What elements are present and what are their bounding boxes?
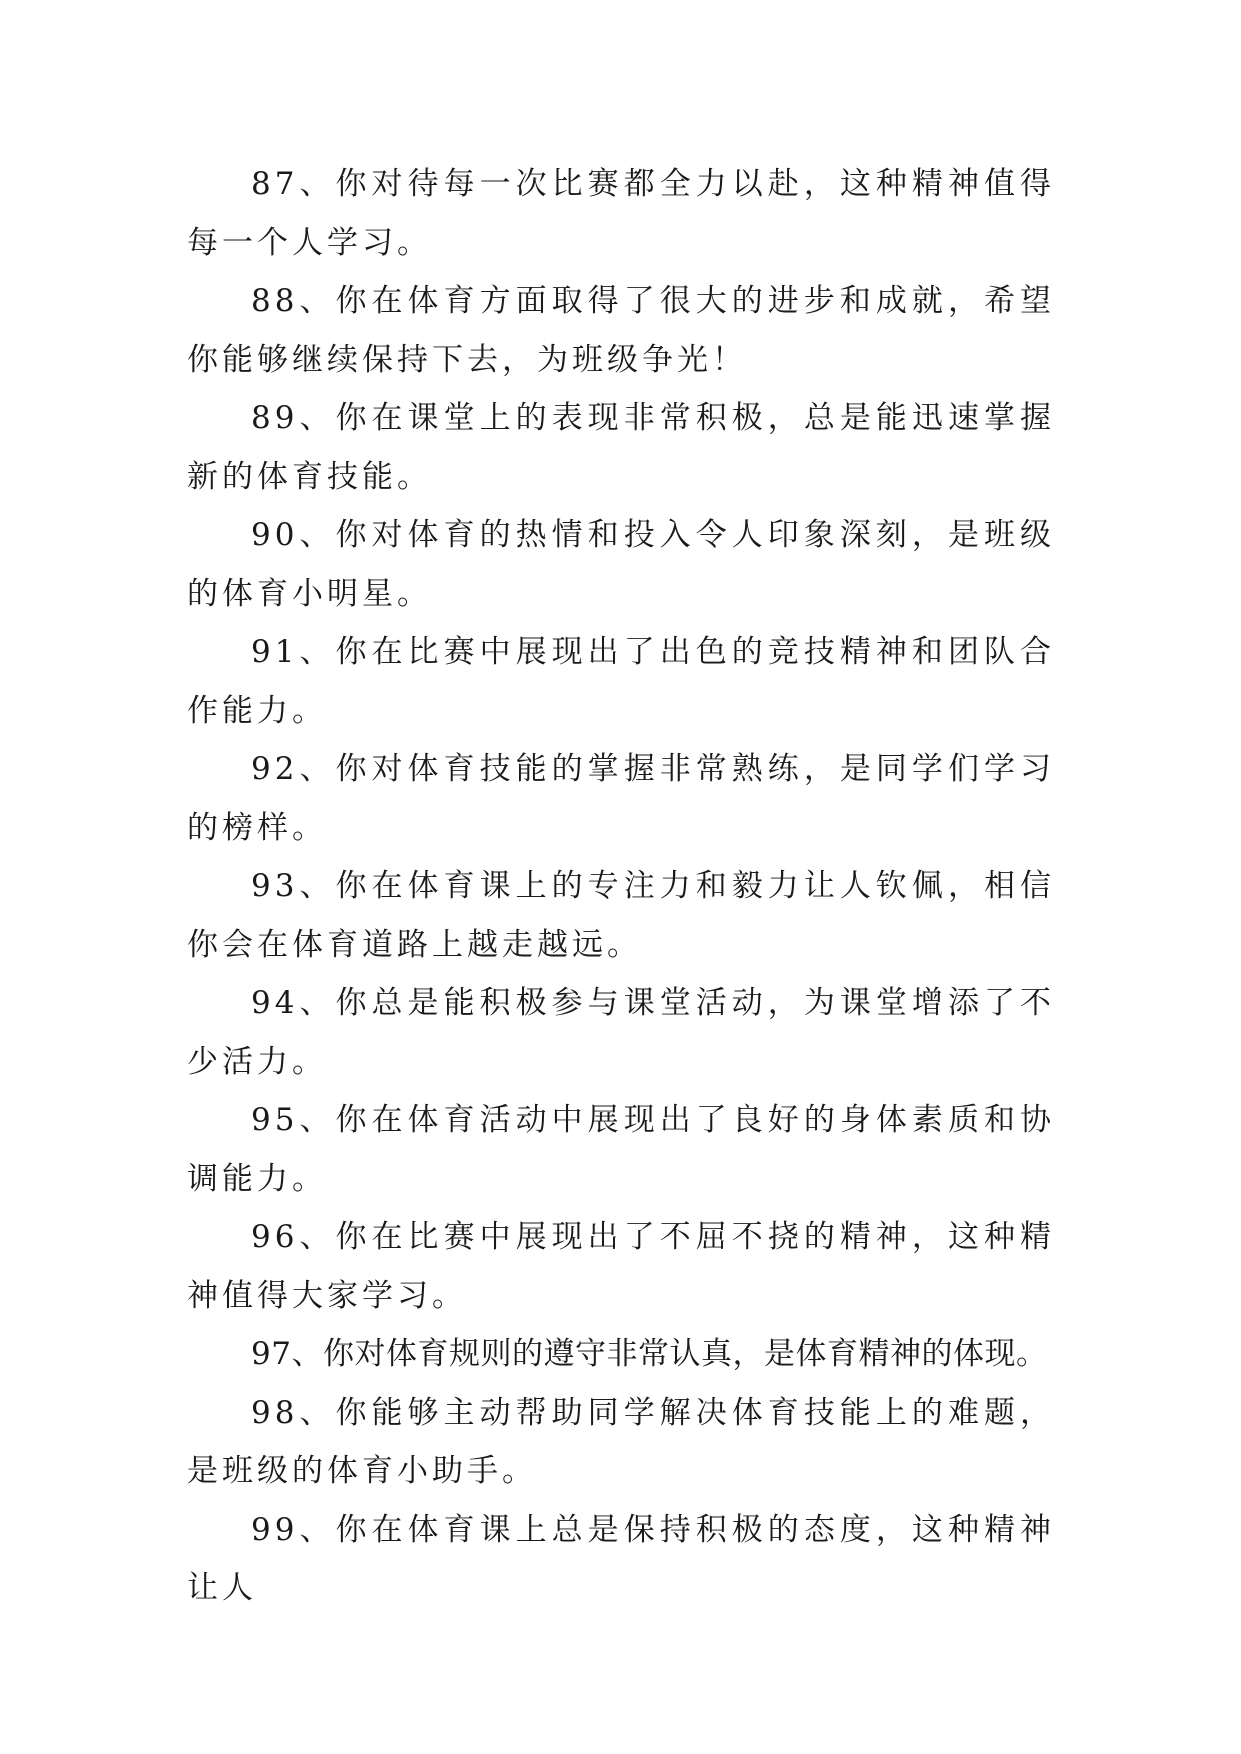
paragraph-96: 96、你在比赛中展现出了不屈不挠的精神，这种精神值得大家学习。 (187, 1219, 1055, 1314)
paragraph-87: 87、你对待每一次比赛都全力以赴，这种精神值得每一个人学习。 (187, 166, 1055, 261)
paragraph-97: 97、你对体育规则的遵守非常认真，是体育精神的体现。 (251, 1336, 1048, 1372)
paragraph-92: 92、你对体育技能的掌握非常熟练，是同学们学习的榜样。 (187, 751, 1055, 846)
paragraph-89: 89、你在课堂上的表现非常积极，总是能迅速掌握新的体育技能。 (187, 400, 1055, 495)
paragraph-91: 91、你在比赛中展现出了出色的竞技精神和团队合作能力。 (187, 634, 1055, 729)
document-body (187, 155, 1055, 1618)
paragraph-94: 94、你总是能积极参与课堂活动，为课堂增添了不少活力。 (187, 985, 1055, 1080)
paragraph-90: 90、你对体育的热情和投入令人印象深刻，是班级的体育小明星。 (187, 517, 1055, 612)
paragraph-98: 98、你能够主动帮助同学解决体育技能上的难题，是班级的体育小助手。 (187, 1394, 1055, 1489)
paragraph-95: 95、你在体育活动中展现出了良好的身体素质和协调能力。 (187, 1102, 1055, 1197)
paragraph-93: 93、你在体育课上的专注力和毅力让人钦佩，相信你会在体育道路上越走越远。 (187, 868, 1055, 963)
paragraph-88: 88、你在体育方面取得了很大的进步和成就，希望你能够继续保持下去，为班级争光！ (187, 283, 1055, 378)
paragraph-99: 99、你在体育课上总是保持积极的态度，这种精神让人 (187, 1511, 1055, 1606)
